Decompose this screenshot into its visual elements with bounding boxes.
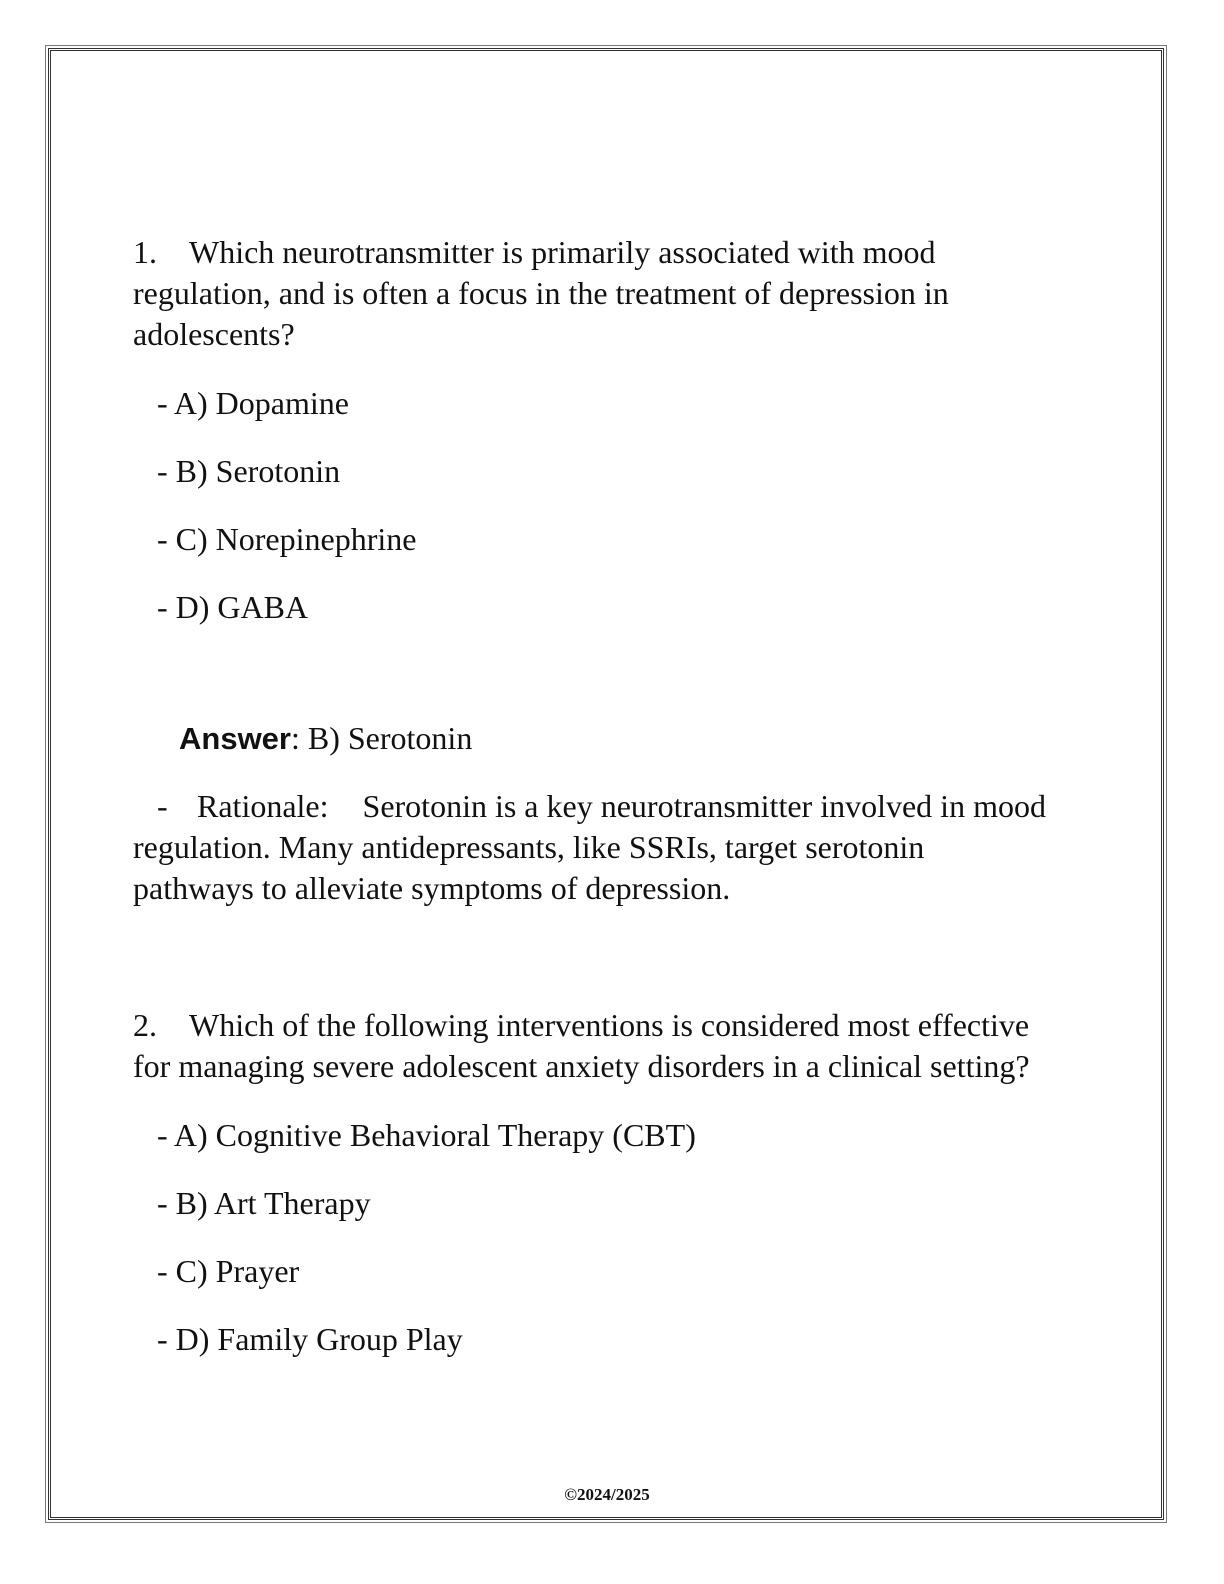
question-1	[133, 232, 1053, 909]
rationale-text: Serotonin is a key neurotransmitter involved in mood regulation. Many antidepressants, like SSRIs, target serotonin pathways to alleviate symptoms of depression.	[133, 788, 1046, 906]
question-1-option-a: - A) Dopamine	[157, 385, 349, 421]
page-content	[133, 232, 1053, 1387]
question-2-option-a: - A) Cognitive Behavioral Therapy (CBT)	[157, 1117, 696, 1153]
question-1-rationale	[133, 786, 1053, 909]
question-2-option-b: - B) Art Therapy	[157, 1185, 371, 1221]
question-1-option-c: - C) Norepinephrine	[157, 521, 417, 557]
question-2-text: Which of the following interventions is considered most effective for managing severe adolescent anxiety disorders in a clinical setting?	[133, 1007, 1030, 1084]
question-2-option-d: - D) Family Group Play	[157, 1321, 463, 1357]
question-2-number: 2.	[133, 1007, 157, 1043]
copyright-footer: ©2024/2025	[564, 1485, 650, 1504]
question-1-text: Which neurotransmitter is primarily associated with mood regulation, and is often a focus in the treatment of depression in adolescents?	[133, 234, 949, 352]
answer-label: Answer	[179, 721, 291, 756]
rationale-dash: -	[157, 788, 168, 824]
question-2-text-block	[133, 1005, 1053, 1087]
question-1-option-d: - D) GABA	[157, 589, 309, 625]
answer-value: : B) Serotonin	[290, 720, 473, 756]
question-1-answer	[133, 718, 1053, 759]
question-2	[133, 1005, 1053, 1360]
question-1-number: 1.	[133, 234, 157, 270]
question-2-options	[133, 1115, 1053, 1360]
question-1-text-block	[133, 232, 1053, 355]
question-1-option-b: - B) Serotonin	[157, 453, 341, 489]
question-1-options	[133, 383, 1053, 628]
question-2-option-c: - C) Prayer	[157, 1253, 300, 1289]
rationale-label: Rationale:	[197, 788, 329, 824]
